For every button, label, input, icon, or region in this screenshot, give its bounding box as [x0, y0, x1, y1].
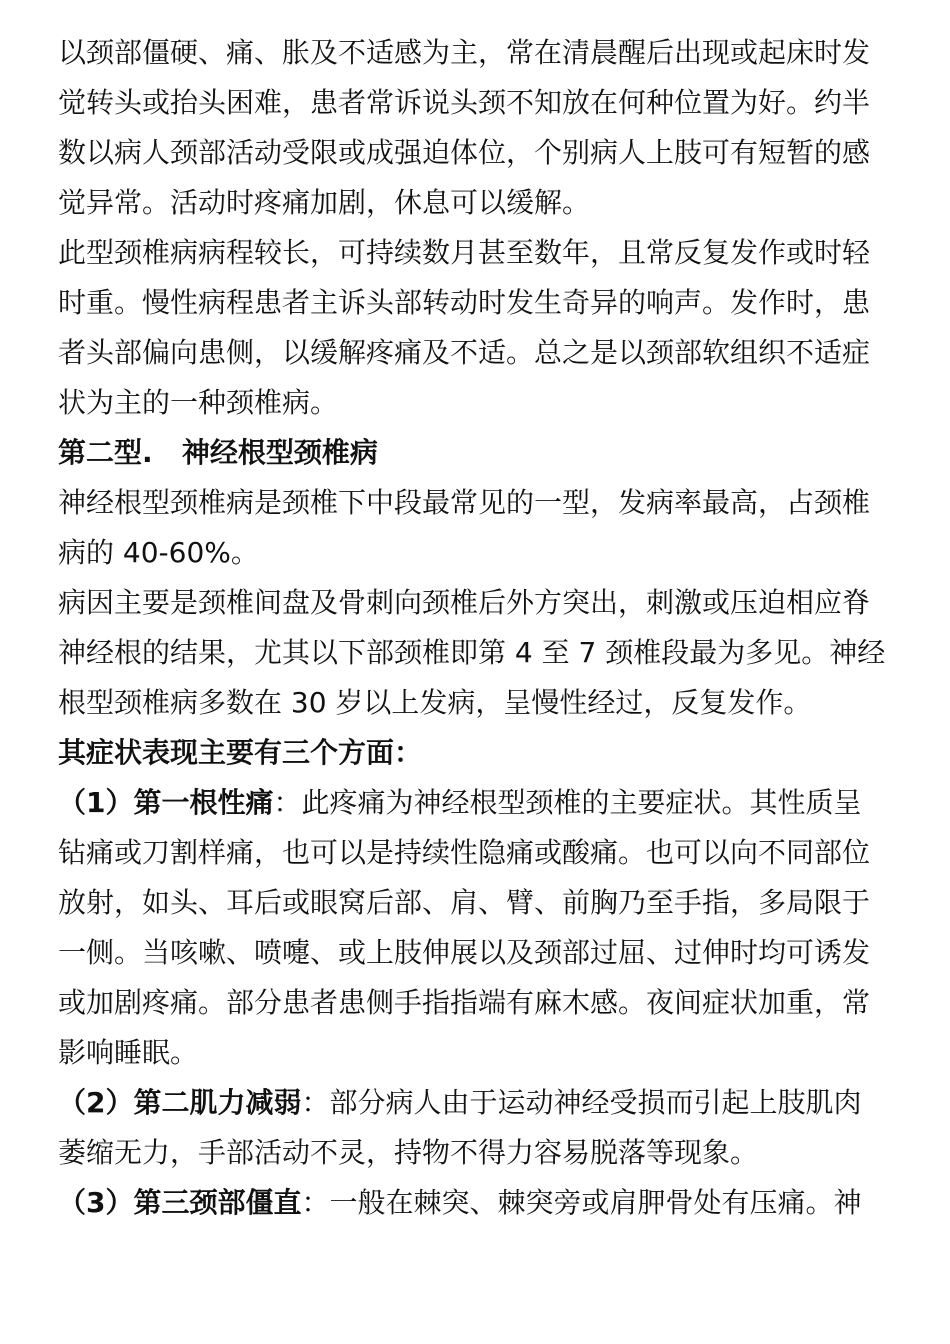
- text-line: 病因主要是颈椎间盘及骨刺向颈椎后外方突出，刺激或压迫相应脊: [58, 586, 871, 619]
- symptom-label: （2）第二肌力减弱: [58, 1086, 302, 1119]
- text-line: 神经根型颈椎病是颈椎下中段最常见的一型，发病率最高，占颈椎: [58, 486, 871, 519]
- text-line: [58, 1078, 898, 1128]
- text-line: 觉转头或抬头困难，患者常诉说头颈不知放在何种位置为好。约半: [58, 86, 871, 119]
- paragraph-incidence: [58, 478, 898, 578]
- symptom-item-1: [58, 778, 898, 1078]
- text-line: 影响睡眠。: [58, 1036, 199, 1069]
- text-line: 病的 40-60%。: [58, 536, 259, 569]
- symptom-item-2: [58, 1078, 898, 1178]
- symptom-text: ：部分病人由于运动神经受损而引起上肢肌肉: [301, 1086, 862, 1119]
- text-line: 时重。慢性病程患者主诉头部转动时发生奇异的响声。发作时，患: [58, 286, 871, 319]
- text-line: 一侧。当咳嗽、喷嚏、或上肢伸展以及颈部过屈、过伸时均可诱发: [58, 936, 871, 969]
- text-line: [58, 1178, 898, 1228]
- text-line: 神经根的结果，尤其以下部颈椎即第 4 至 7 颈椎段最为多见。神经: [58, 636, 886, 669]
- symptom-item-3: [58, 1178, 898, 1228]
- text-line: 以颈部僵硬、痛、胀及不适感为主，常在清晨醒后出现或起床时发: [58, 36, 871, 69]
- text-line: [58, 778, 898, 828]
- symptom-label: （1）第一根性痛: [58, 786, 274, 819]
- document-page: [58, 28, 898, 1228]
- text-line: 钻痛或刀割样痛，也可以是持续性隐痛或酸痛。也可以向不同部位: [58, 836, 871, 869]
- section-heading-type2: 第二型. 神经根型颈椎病: [58, 436, 378, 469]
- text-line: 者头部偏向患侧，以缓解疼痛及不适。总之是以颈部软组织不适症: [58, 336, 871, 369]
- text-line: 萎缩无力，手部活动不灵，持物不得力容易脱落等现象。: [58, 1136, 759, 1169]
- symptom-text: ：一般在棘突、棘突旁或肩胛骨处有压痛。神: [301, 1186, 862, 1219]
- symptom-label: （3）第三颈部僵直: [58, 1186, 302, 1219]
- text-line: 此型颈椎病病程较长，可持续数月甚至数年，且常反复发作或时轻: [58, 236, 871, 269]
- text-line: 放射，如头、耳后或眼窝后部、肩、臂、前胸乃至手指，多局限于: [58, 886, 871, 919]
- section-heading-symptoms: 其症状表现主要有三个方面：: [58, 736, 423, 769]
- text-line: 觉异常。活动时疼痛加剧，休息可以缓解。: [58, 186, 591, 219]
- symptom-text: ：此疼痛为神经根型颈椎的主要症状。其性质呈: [273, 786, 862, 819]
- paragraph-cause: [58, 578, 898, 728]
- text-line: 状为主的一种颈椎病。: [58, 386, 339, 419]
- paragraph-disease-course: [58, 228, 898, 428]
- text-line: 或加剧疼痛。部分患者患侧手指指端有麻木感。夜间症状加重，常: [58, 986, 871, 1019]
- text-line: 根型颈椎病多数在 30 岁以上发病，呈慢性经过，反复发作。: [58, 686, 812, 719]
- text-line: 数以病人颈部活动受限或成强迫体位，个别病人上肢可有短暂的感: [58, 136, 871, 169]
- paragraph-neck-stiffness: [58, 28, 898, 228]
